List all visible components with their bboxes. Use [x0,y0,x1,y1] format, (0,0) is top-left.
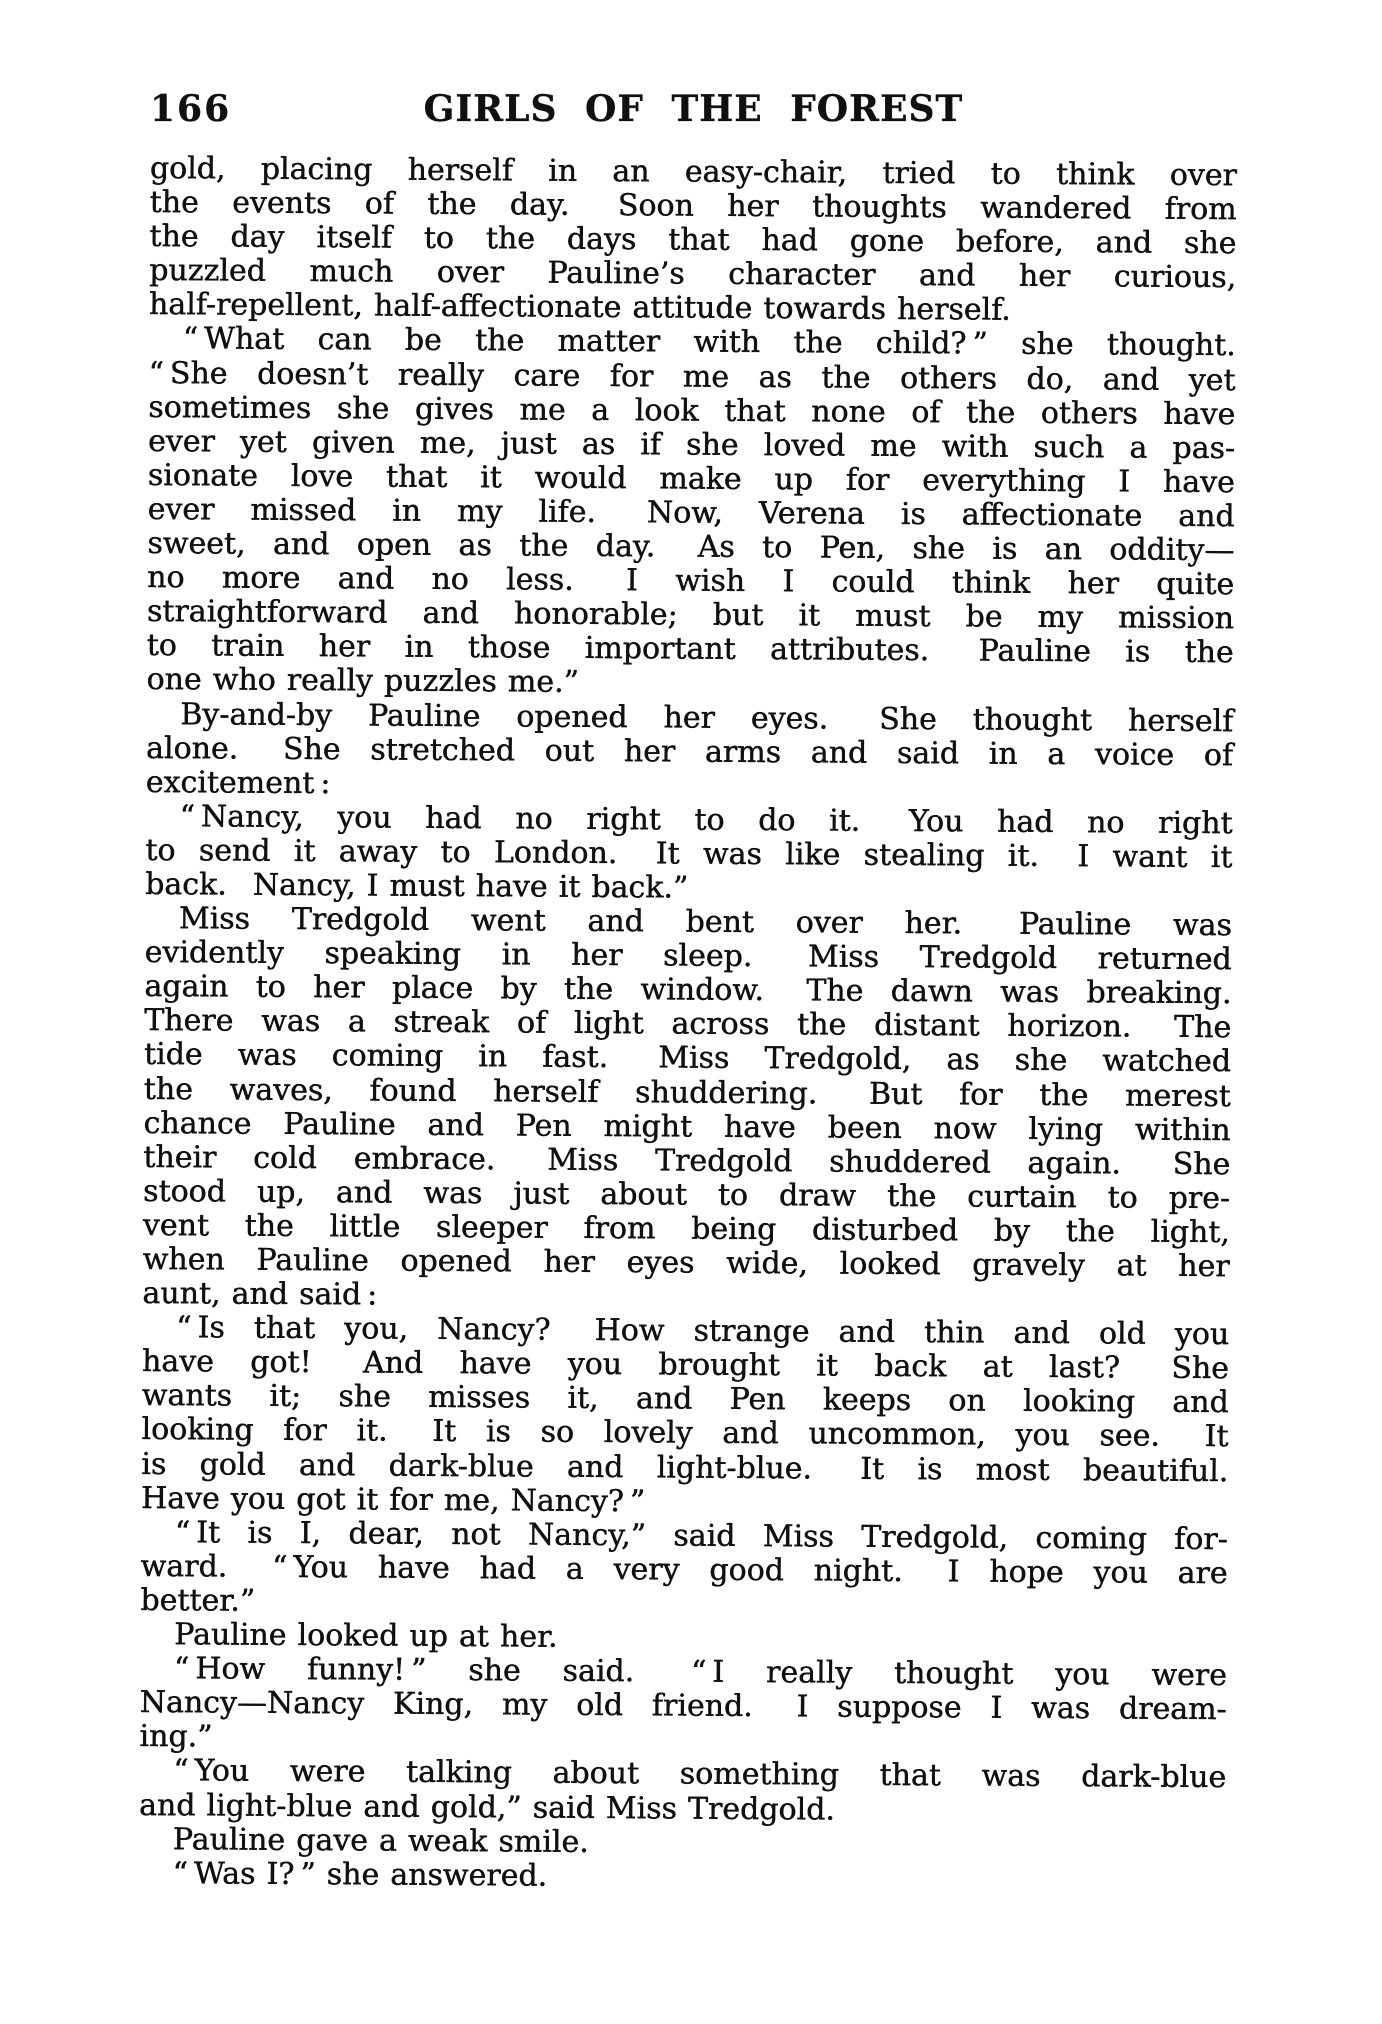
text-line: no more and no less. I wish I could think her quite [147,560,1235,603]
text-line: gold, placing herself in an easy-chair, tried to think over [149,151,1237,194]
text-line: alone. She stretched out her arms and said in a voice of [145,730,1234,773]
text-line: sweet, and open as the day. As to Pen, she is an oddity— [147,526,1235,569]
text-line: their cold embrace. Miss Tredgold shuddered again. She [143,1139,1231,1182]
text-line: the waves, found herself shuddering. But for the merest [143,1071,1231,1114]
text-line: stood up, and was just about to draw the curtain to pre- [142,1173,1231,1216]
text-line: ever missed in my life. Now, Verena is affectionate and [147,491,1235,535]
text-line: wants it; she misses it, and Pen keeps on looking and [141,1378,1229,1421]
text-line: sometimes she gives me a look that none of the others have [148,389,1236,432]
text-line: and light-blue and gold,” said Miss Tredgold. [138,1787,835,1828]
page-header [150,88,1237,130]
text-line: is gold and dark-blue and light-blue. It is most beautiful. [141,1446,1229,1489]
text-line: There was a streak of light across the distant horizon. The [144,1003,1232,1046]
running-title: GIRLS OF THE FOREST [423,88,964,130]
text-line: to train her in those important attributes. Pauline is the [146,628,1234,671]
text-line: looking for it. It is so lovely and uncommon, you see. It [141,1412,1229,1455]
text-line: the day itself to the days that had gone before, and she [149,219,1237,262]
body-text [138,152,1237,1898]
text-line: back. Nancy, I must have it back.” [145,866,689,906]
text-line: the events of the day. Soon her thoughts wandered from [149,185,1237,228]
text-line: evidently speaking in her sleep. Miss Tredgold returned [144,935,1232,978]
page-number: 166 [150,88,232,130]
text-line: “ What can be the matter with the child? ” she thought. [182,321,1236,364]
text-line: ever yet given me, just as if she loved me with such a pas- [147,423,1236,466]
text-line: “ It is I, dear, not Nancy,” said Miss Tredgold, coming for- [174,1514,1228,1557]
text-line: tide was coming in fast. Miss Tredgold, as she watched [143,1037,1232,1080]
text-line: Have you got it for me, Nancy? ” [140,1480,646,1519]
text-line: “ You were talking about something that was dark-blue [173,1753,1227,1796]
text-line: “ She doesn’t really care for me as the others do, and yet [148,355,1236,398]
text-line: “ Is that you, Nancy? How strange and thin and old you [176,1310,1230,1353]
text-line: ing.” [139,1719,213,1755]
text-line: “ Was I? ” she answered. [172,1855,548,1894]
text-line: Miss Tredgold went and bent over her. Pauline was [178,901,1233,944]
text-line: again to her place by the window. The dawn was breaking. [144,969,1232,1012]
text-line: chance Pauline and Pen might have been now lying within [143,1105,1231,1148]
text-line: better.” [140,1582,256,1619]
text-line: when Pauline opened her eyes wide, looked gravely at her [142,1241,1230,1285]
text-line: one who really puzzles me.” [146,662,580,701]
text-line: puzzled much over Pauline’s character and her curious, [149,253,1237,296]
text-line: Nancy—Nancy King, my old friend. I suppose I was dream- [139,1685,1227,1728]
text-line: vent the little sleeper from being disturbed by the light, [142,1207,1230,1251]
text-line: Pauline looked up at her. [174,1617,558,1655]
text-line: sionate love that it would make up for everything I have [147,457,1235,501]
text-line: aunt, and said : [142,1276,378,1313]
text-line: straightforward and honorable; but it must be my mission [146,594,1235,637]
text-line: excitement : [145,764,331,801]
text-line: half-repellent, half-affectionate attitude towards herself. [148,287,1011,329]
text-line: have got! And have you brought it back at last? She [141,1344,1230,1387]
text-line: “ How funny! ” she said. “ I really thought you were [173,1651,1228,1694]
text-line: Pauline gave a weak smile. [172,1821,589,1860]
text-line: ward. “ You have had a very good night. I hope you are [140,1548,1228,1592]
text-line: “ Nancy, you had no right to do it. You had no right [179,798,1233,841]
text-line: By-and-by Pauline opened her eyes. She thought herself [180,696,1234,739]
text-line: to send it away to London. It was like stealing it. I want it [145,832,1233,876]
